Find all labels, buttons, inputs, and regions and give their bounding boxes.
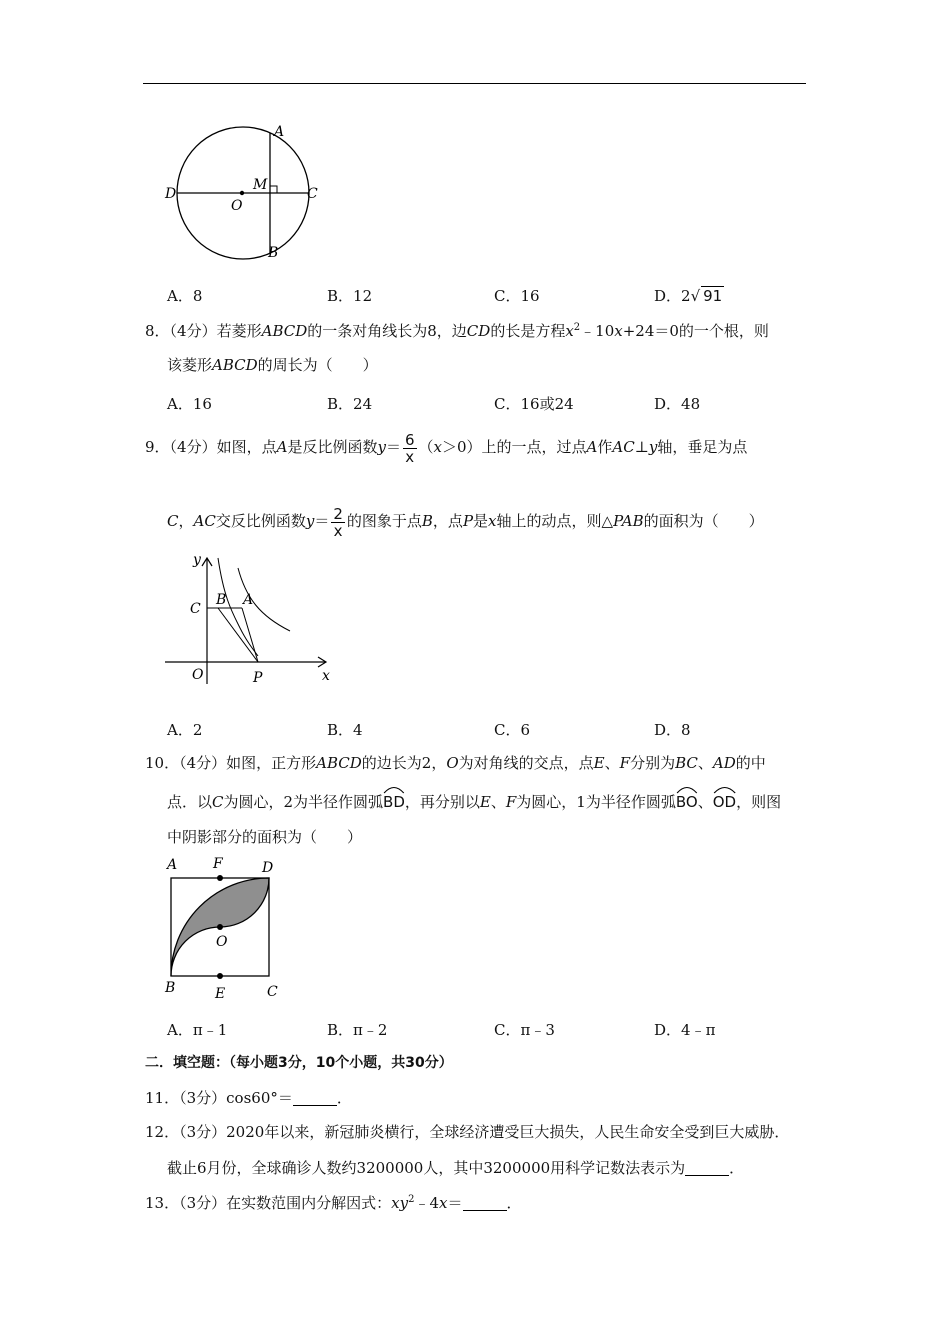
q10-option-b[interactable]: B．π﹣2 bbox=[327, 1021, 388, 1039]
point-o bbox=[217, 924, 223, 930]
label-b: B bbox=[216, 592, 227, 608]
label-a: A bbox=[274, 124, 285, 140]
label-p: P bbox=[253, 670, 263, 686]
q8-option-b[interactable]: B．24 bbox=[327, 395, 373, 413]
q12-answer-blank[interactable] bbox=[685, 1159, 729, 1176]
right-angle-mark bbox=[270, 186, 277, 193]
q10-option-c[interactable]: C．π﹣3 bbox=[494, 1021, 555, 1039]
q7-circle-figure bbox=[160, 120, 330, 265]
point-f bbox=[217, 875, 223, 881]
q11-answer-blank[interactable] bbox=[293, 1089, 337, 1106]
label-e: E bbox=[215, 986, 226, 1002]
center-point bbox=[240, 191, 244, 195]
label-o: O bbox=[216, 934, 228, 950]
sqrt-sign: √ bbox=[690, 287, 701, 305]
q7-option-a[interactable]: A．8 bbox=[167, 287, 203, 305]
sqrt-radicand: 91 bbox=[703, 287, 723, 305]
q7-option-b[interactable]: B．12 bbox=[327, 287, 373, 305]
label-a: A bbox=[167, 857, 178, 873]
q10-line3: 中阴影部分的面积为（ ） bbox=[167, 828, 363, 846]
point-e bbox=[217, 973, 223, 979]
q8-option-c[interactable]: C．16或24 bbox=[494, 395, 574, 413]
label-o: O bbox=[192, 667, 204, 683]
label-b: B bbox=[268, 245, 279, 261]
label-c: C bbox=[267, 984, 278, 1000]
q10-line1: 10．（4分）如图，正方形ABCD的边长为2，O为对角线的交点，点E、F分别为BC、AD的中 bbox=[145, 754, 766, 772]
q7-option-c[interactable]: C．16 bbox=[494, 287, 540, 305]
segment-ap bbox=[242, 608, 258, 662]
label-x: x bbox=[322, 668, 330, 684]
label-a: A bbox=[243, 592, 254, 608]
q10-line2: 点．以C为圆心，2为半径作圆弧 BD，再分别以E、F为圆心，1为半径作圆弧 BO、 OD，则图 bbox=[167, 786, 781, 813]
q10-option-d[interactable]: D．4﹣π bbox=[654, 1021, 716, 1039]
q9-graph-figure bbox=[160, 548, 340, 688]
q10-square-figure bbox=[158, 852, 288, 1004]
q13: 13．（3分）在实数范围内分解因式：$xy^2﹣4x=$ ． bbox=[145, 1194, 522, 1212]
arc-od: OD bbox=[713, 786, 736, 813]
fraction-6-over-x: $\frac{6}{x}$ bbox=[404, 430, 415, 466]
label-c: C bbox=[190, 601, 201, 617]
fraction-2-over-x: $\frac{2}{x}$ bbox=[333, 504, 343, 540]
q9-option-c[interactable]: C．6 bbox=[494, 721, 531, 739]
section-title-fill-in: 二．填空题：（每小题3分，10个小题，共30分） bbox=[145, 1055, 453, 1071]
q8-option-d[interactable]: D．48 bbox=[654, 395, 701, 413]
label-f: F bbox=[213, 856, 223, 872]
label-m: M bbox=[253, 177, 268, 193]
arc-bd: BD bbox=[383, 786, 405, 813]
label-d: D bbox=[262, 860, 274, 876]
label-y: y bbox=[193, 552, 201, 568]
q10-option-a[interactable]: A．π﹣1 bbox=[167, 1021, 228, 1039]
label-d: D bbox=[165, 186, 177, 202]
q9-option-d[interactable]: D．8 bbox=[654, 721, 691, 739]
segment-bp bbox=[218, 608, 258, 662]
q11: 11．（3分）cos60°＝ ． bbox=[145, 1089, 352, 1107]
q12-line2: 截止6月份，全球确诊人数约3200000人，其中3200000用科学记数法表示为 ． bbox=[167, 1159, 745, 1177]
q8-line2: 该菱形ABCD的周长为（ ） bbox=[167, 356, 378, 374]
q9-line2: C，AC交反比例函数y＝ $\frac{2}{x}$ 的图象于点B，点P是x轴上的动点，则△PAB的面积为（ ） bbox=[167, 504, 764, 540]
header-rule bbox=[143, 83, 806, 84]
q7-option-d[interactable]: D．2√ 91 bbox=[654, 287, 723, 305]
arc-bo: BO bbox=[676, 786, 698, 813]
label-b: B bbox=[165, 980, 176, 996]
label-c: C bbox=[307, 186, 318, 202]
q8-line1: 8．（4分）若菱形ABCD的一条对角线长为8，边CD的长是方程$x^2﹣10x+24=0$的一个根，则 bbox=[145, 322, 769, 340]
label-o: O bbox=[231, 198, 243, 214]
q9-option-b[interactable]: B．4 bbox=[327, 721, 363, 739]
q9-option-a[interactable]: A．2 bbox=[167, 721, 203, 739]
q13-answer-blank[interactable] bbox=[463, 1194, 507, 1211]
q8-option-a[interactable]: A．16 bbox=[167, 395, 212, 413]
q12-line1: 12．（3分）2020年以来，新冠肺炎横行，全球经济遭受巨大损失，人民生命安全受到巨大威胁． bbox=[145, 1123, 790, 1141]
q9-line1: 9．（4分）如图，点A是反比例函数y＝ $\frac{6}{x}$ （x＞0）上的一点，过点A作AC⊥y轴，垂足为点 bbox=[145, 430, 748, 466]
